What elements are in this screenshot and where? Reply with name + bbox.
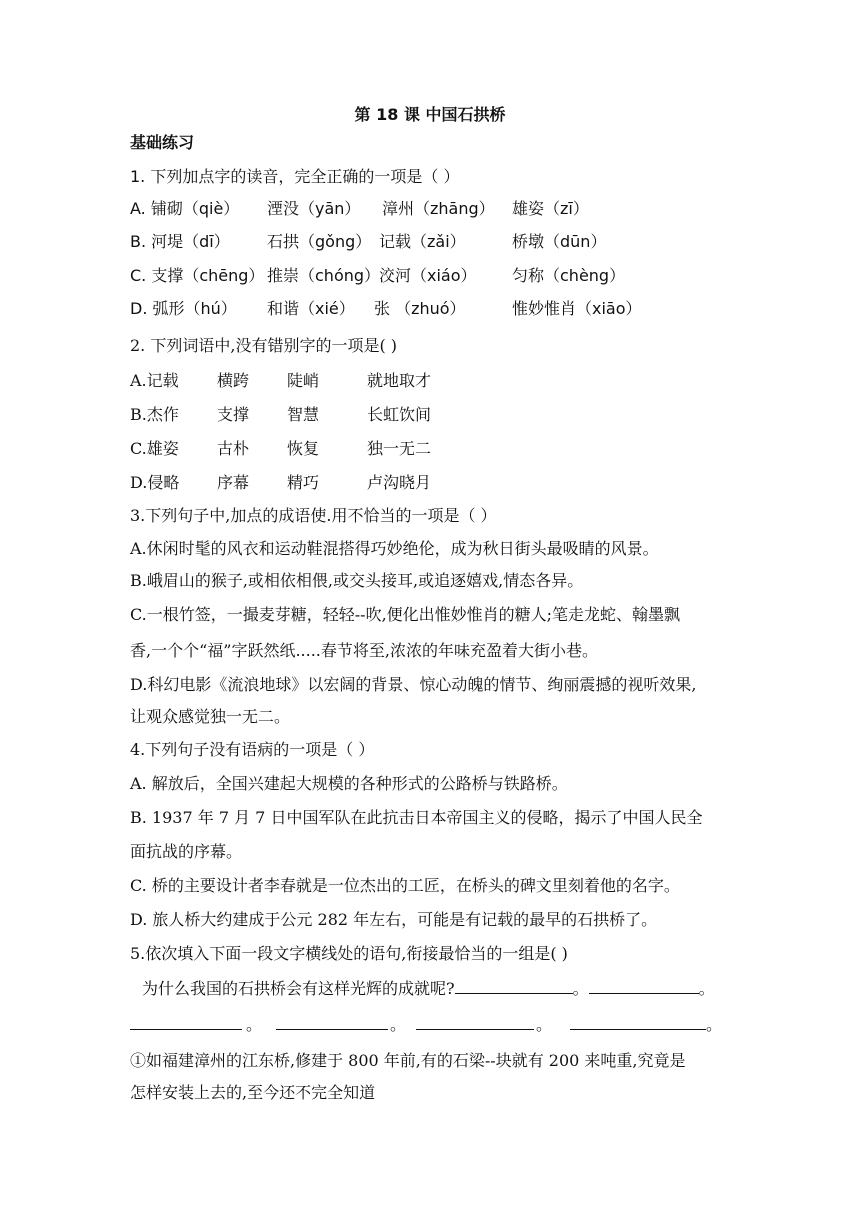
question-5-stem: 5.依次填入下面一段文字横线处的语句,衔接最恰当的一组是( ) [130, 944, 568, 963]
fill-blank [130, 1015, 242, 1030]
question-5-passage [142, 978, 732, 1000]
blank-period: 。 [390, 1015, 407, 1034]
question-1-stem: 1. 下列加点字的读音，完全正确的一项是（ ） [130, 167, 460, 186]
section-label: 基础练习 [130, 133, 195, 152]
option-word: 支撑 [217, 405, 250, 424]
question-4-option-a: A. 解放后，全国兴建起大规模的各种形式的公路桥与铁路桥。 [130, 774, 568, 793]
option-word: A.记载 [130, 371, 179, 390]
question-3-option-d-cont: 让观众感觉独一无二。 [130, 707, 291, 726]
option-word: 长虹饮间 [367, 405, 432, 424]
fill-blank [416, 1015, 534, 1030]
option-word: 横跨 [217, 371, 250, 390]
blank-period: 。 [572, 979, 589, 998]
question-4-stem: 4.下列句子没有语病的一项是（ ） [130, 740, 375, 759]
question-2-option-d [130, 472, 732, 494]
option-term: 雄姿（zī） [512, 199, 589, 218]
question-5-blank-row [130, 1014, 732, 1036]
option-term: 惟妙惟肖（xiāo） [512, 299, 642, 318]
question-3-option-b: B.峨眉山的猴子,或相依相偎,或交头接耳,或追逐嬉戏,情态各异。 [130, 571, 584, 590]
option-word: 陡峭 [287, 371, 320, 390]
question-2-option-a [130, 370, 732, 392]
question-3-stem: 3.下列句子中,加点的成语使.用不恰当的一项是（ ） [130, 506, 497, 525]
fill-blank [589, 979, 699, 994]
blank-period: 。 [246, 1015, 263, 1034]
option-term: 洨河（xiáo） [379, 266, 477, 285]
option-word: 精巧 [287, 473, 320, 492]
question-2-option-c [130, 438, 732, 460]
question-2-option-b [130, 404, 732, 426]
fill-blank [455, 979, 573, 994]
fill-blank [570, 1015, 706, 1030]
passage-intro: 为什么我国的石拱桥会有这样光辉的成就呢? [142, 979, 455, 998]
question-1-option-b [130, 231, 732, 253]
question-3-option-c: C.一根竹签，一撮麦芽糖，轻轻--吹,便化出惟妙惟肖的糖人;笔走龙蛇、翰墨飘 [130, 605, 681, 624]
option-word: 卢沟晓月 [367, 473, 432, 492]
option-term: D. 弧形（hú） [130, 299, 237, 318]
option-word: 智慧 [287, 405, 320, 424]
question-4-option-b: B. 1937 年 7 月 7 日中国军队在此抗击日本帝国主义的侵略，揭示了中国人民全 [130, 808, 703, 827]
question-4-option-d: D. 旅人桥大约建成于公元 282 年左右，可能是有记载的最早的石拱桥了。 [130, 910, 658, 929]
option-word: 古朴 [217, 439, 250, 458]
option-term: 湮没（yān） [267, 199, 361, 218]
option-word: 恢复 [287, 439, 320, 458]
option-term: 记载（zǎi） [379, 232, 466, 251]
option-word: 序幕 [217, 473, 250, 492]
option-term: C. 支撑（chēng） [130, 266, 265, 285]
option-term: 和谐（xié） [267, 299, 355, 318]
option-term: 漳州（zhāng） [382, 199, 495, 218]
question-3-option-a: A.休闲时髦的风衣和运动鞋混搭得巧妙绝伦，成为秋日街头最吸睛的风景。 [130, 539, 659, 558]
option-term: 张 （zhuó） [374, 299, 466, 318]
question-5-option-1-cont: 怎样安装上去的,至今还不完全知道 [130, 1083, 376, 1102]
fill-blank [276, 1015, 388, 1030]
question-1-option-d [130, 298, 732, 320]
option-term: B. 河堤（dī） [130, 232, 230, 251]
blank-period: 。 [706, 1015, 723, 1034]
page-title: 第 18 课 中国石拱桥 [354, 105, 506, 124]
option-word: B.杰作 [130, 405, 179, 424]
question-4-option-b-cont: 面抗战的序幕。 [130, 842, 243, 861]
question-3-option-d: D.科幻电影《流浪地球》以宏阔的背景、惊心动魄的情节、绚丽震撼的视听效果, [130, 675, 697, 694]
question-3-option-c-cont: 香,一个个“福”字跃然纸.....春节将至,浓浓的年味充盈着大街小巷。 [130, 641, 598, 660]
option-term: 匀称（chèng） [512, 266, 626, 285]
option-word: 独一无二 [367, 439, 432, 458]
option-term: A. 铺砌（qiè） [130, 199, 240, 218]
question-1-option-c [130, 265, 732, 287]
option-term: 石拱（gǒng） [267, 232, 372, 251]
option-word: 就地取才 [367, 371, 432, 390]
question-5-option-1: ①如福建漳州的江东桥,修建于 800 年前,有的石梁--块就有 200 来吨重,究竟是 [130, 1051, 686, 1070]
blank-period: 。 [536, 1015, 553, 1034]
question-4-option-c: C. 桥的主要设计者李春就是一位杰出的工匠，在桥头的碑文里刻着他的名字。 [130, 876, 680, 895]
option-word: D.侵略 [130, 473, 180, 492]
option-term: 推崇（chóng） [267, 266, 381, 285]
option-term: 桥墩（dūn） [512, 232, 607, 251]
question-2-stem: 2. 下列词语中,没有错别字的一项是( ) [130, 336, 398, 355]
blank-period: 。 [698, 979, 715, 998]
question-1-option-a [130, 198, 732, 220]
option-word: C.雄姿 [130, 439, 179, 458]
